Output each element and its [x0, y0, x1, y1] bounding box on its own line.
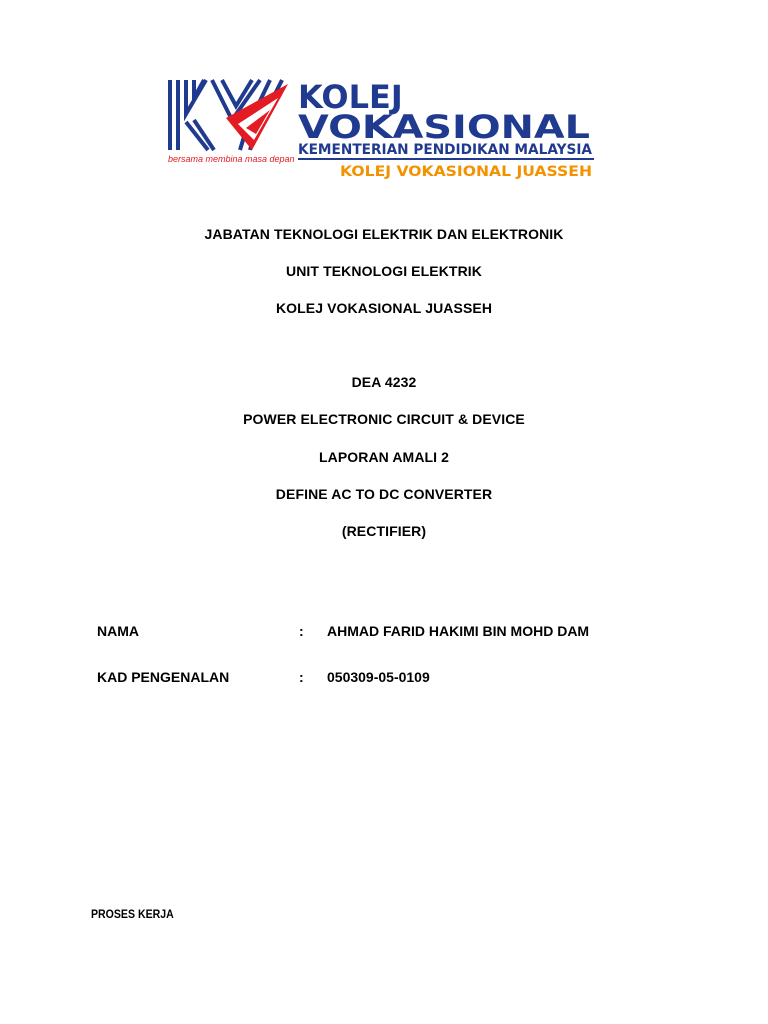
- id-value: 050309-05-0109: [327, 669, 430, 685]
- unit-title: UNIT TEKNOLOGI ELEKTRIK: [286, 263, 482, 279]
- report-topic: DEFINE AC TO DC CONVERTER: [275, 486, 493, 502]
- logo-line-college: KOLEJ VOKASIONAL JUASSEH: [340, 164, 592, 180]
- logo-tagline: bersama membina masa depan: [168, 154, 295, 164]
- section-heading: PROSES KERJA: [91, 907, 174, 921]
- name-value: AHMAD FARID HAKIMI BIN MOHD DAM: [327, 623, 590, 639]
- report-title: LAPORAN AMALI 2: [318, 449, 450, 465]
- logo-divider: [298, 158, 594, 160]
- course-code: DEA 4232: [351, 374, 417, 390]
- logo-line-vokasional: VOKASIONAL: [298, 108, 590, 146]
- department-title: JABATAN TEKNOLOGI ELEKTRIK DAN ELEKTRONIK: [204, 226, 564, 242]
- name-separator: :: [299, 623, 304, 639]
- college-logo: [166, 74, 598, 182]
- id-separator: :: [299, 669, 304, 685]
- college-logo-graphic: [166, 74, 598, 182]
- logo-line-ministry: KEMENTERIAN PENDIDIKAN MALAYSIA: [298, 142, 593, 158]
- college-title: KOLEJ VOKASIONAL JUASSEH: [275, 300, 493, 316]
- logo-line-kolej: KOLEJ: [298, 78, 403, 116]
- course-name: POWER ELECTRONIC CIRCUIT & DEVICE: [243, 411, 525, 427]
- name-label: NAMA: [97, 623, 139, 639]
- report-subtopic: (RECTIFIER): [341, 523, 427, 539]
- id-label: KAD PENGENALAN: [97, 669, 230, 685]
